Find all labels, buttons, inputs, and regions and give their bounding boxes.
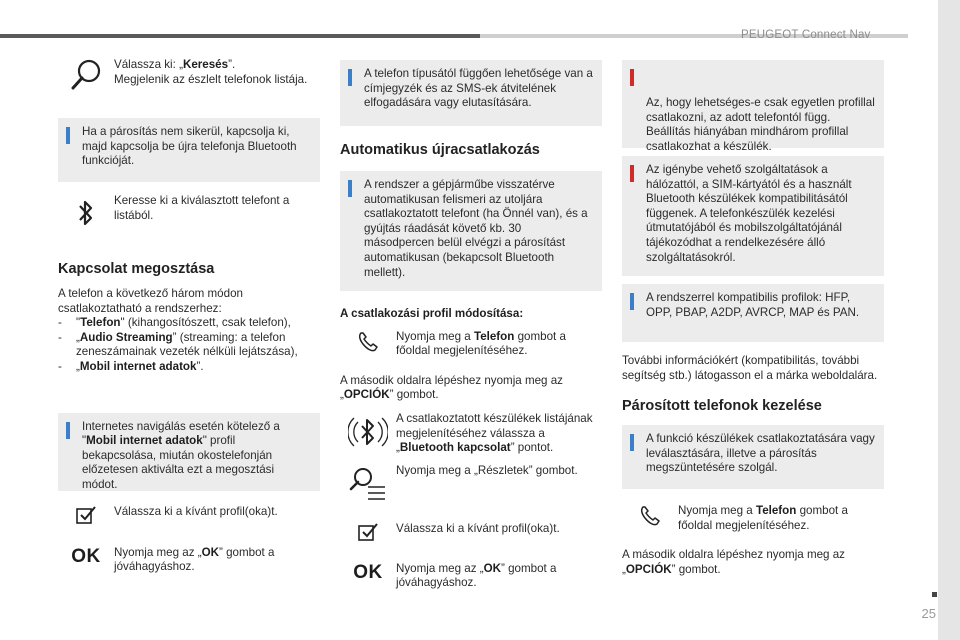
header-rule-dark <box>0 34 480 38</box>
checkbox-icon <box>58 505 114 525</box>
step-phone-main-text: Nyomja meg a Telefon gombot a főoldal megjelenítéséhez. <box>396 329 566 358</box>
ok-icon: OK <box>71 545 101 567</box>
note-pairing-failed: Ha a párosítás nem sikerül, kapcsolja ki, majd kapcsolja be újra telefonja Bluetooth funkcióját. <box>58 118 320 182</box>
step-confirm-ok-text: Nyomja meg az „OK” gombot a jóváhagyáshoz. <box>114 545 275 574</box>
info-bar-icon <box>66 127 70 144</box>
step-bluetooth-connection-text: A csatlakoztatott készülékek listájának megjelenítéséhez válassza a „Bluetooth kapcsolat” pontot. <box>396 411 593 455</box>
heading-auto-reconnect: Automatikus újracsatlakozás <box>340 142 540 158</box>
heading-paired-phones: Párosított telefonok kezelése <box>622 398 822 415</box>
ok-icon: OK <box>353 561 383 583</box>
step-select-profiles-2 <box>340 522 602 542</box>
list-item: - "Telefon" (kihangosítószett, csak telefon), <box>58 316 291 330</box>
step-confirm-ok-text: Nyomja meg az „OK” gombot a jóváhagyáshoz. <box>396 561 557 590</box>
step-phone-main-text: Nyomja meg a Telefon gombot a főoldal megjelenítéséhez. <box>678 504 848 532</box>
column-2 <box>340 56 602 591</box>
step-select-profiles-text: Válassza ki a kívánt profil(oka)t. <box>114 504 278 518</box>
step-search <box>58 58 320 92</box>
list-item: - „Mobil internet adatok”. <box>58 359 204 373</box>
details-search-icon <box>340 464 396 504</box>
step-details <box>340 464 602 504</box>
note-compatible-profiles: A rendszerrel kompatibilis profilok: HFP, OPP, PBAP, A2DP, AVRCP, MAP és PAN. <box>622 284 884 342</box>
step-details-text: Nyomja meg a „Részletek” gombot. <box>396 463 578 477</box>
step-options: A második oldalra lépéshez nyomja meg az „OPCIÓK” gombot. <box>340 373 563 402</box>
page-sidebar <box>938 0 960 640</box>
warning-services: Az igénybe vehető szolgáltatások a hálózattól, a SIM-kártyától és a használt Bluetooth készülékek kompatibilitásától függenek. A telefonkészülék kezelési útmutatójából és mobilszolgáltatójánál tájékozódhat a rendelkezésére álló szolgáltatásokról. <box>622 156 884 276</box>
page-number: 25 <box>921 606 936 621</box>
brand-title: PEUGEOT Connect Nav <box>741 29 871 41</box>
step-search-text: Válassza ki: „Keresés”. Megjelenik az észlelt telefonok listája. <box>114 58 308 86</box>
info-bar-icon <box>348 180 352 197</box>
step-phone-main-3 <box>622 504 884 533</box>
column-1 <box>58 56 320 575</box>
intro-text: A telefon a következő három módon csatlakoztatható a rendszerhez: <box>58 287 243 315</box>
phone-icon <box>340 330 396 354</box>
bluetooth-icon <box>58 194 114 228</box>
warning-bar-icon <box>630 69 634 86</box>
phone-icon <box>622 504 678 528</box>
step-select-profiles-text: Válassza ki a kívánt profil(oka)t. <box>396 521 560 535</box>
step-bluetooth-connection <box>340 412 602 456</box>
heading-connection-sharing: Kapcsolat megosztása <box>58 261 215 277</box>
step-confirm-ok <box>58 546 320 575</box>
end-mark <box>932 592 937 597</box>
step-select-profiles <box>58 505 320 525</box>
profile-list <box>58 316 320 374</box>
note-auto-reconnect: A rendszer a gépjárműbe visszatérve automatikusan felismeri az utoljára csatlakoztatott telefont (ha Önnél van), és a gyújtás ráadását követő kb. 30 másodpercen belül elvégzi a párosítást automatikusan (bekapcsolt Bluetooth mellett). <box>340 171 602 291</box>
step-options-3: A második oldalra lépéshez nyomja meg az „OPCIÓK” gombot. <box>622 548 845 576</box>
warning-single-profile: Az, hogy lehetséges-e csak egyetlen profillal csatlakozni, az adott telefontól függ. Beállítás hiányában mindhárom profillal csatlakozhat a készülék. <box>622 60 884 148</box>
step-phone-main <box>340 330 602 359</box>
note-paired-management: A funkció készülékek csatlakoztatására vagy leválasztására, illetve a párosítás megszüntetésére szolgál. <box>622 425 884 489</box>
note-contacts-sms: A telefon típusától függően lehetősége van a címjegyzék és az SMS-ek átvitelének elfogadására vagy elutasítására. <box>340 60 602 126</box>
subheading-profile-change: A csatlakozási profil módosítása: <box>340 307 524 320</box>
search-icon <box>58 58 114 92</box>
info-bar-icon <box>630 293 634 310</box>
checkbox-icon <box>340 522 396 542</box>
note-mobile-data: Internetes navigálás esetén kötelező a "Mobil internet adatok" profil bekapcsolása, miután okostelefonján előzetesen aktiválta ezt a megosztási módot. <box>58 413 320 491</box>
warning-bar-icon <box>630 165 634 182</box>
column-3 <box>622 56 884 578</box>
info-more: További információkért (kompatibilitás, további segítség stb.) látogasson el a márka weboldalára. <box>622 354 878 382</box>
info-bar-icon <box>348 69 352 86</box>
step-select-phone <box>58 194 320 228</box>
info-bar-icon <box>630 434 634 451</box>
step-select-phone-text: Keresse ki a kiválasztott telefont a listából. <box>114 194 290 222</box>
bluetooth-connection-icon <box>340 412 396 452</box>
info-bar-icon <box>66 422 70 439</box>
list-item: - „Audio Streaming” (streaming: a telefon zeneszámainak vezeték nélküli lejátszása), <box>58 330 298 359</box>
step-confirm-ok-2 <box>340 562 602 591</box>
